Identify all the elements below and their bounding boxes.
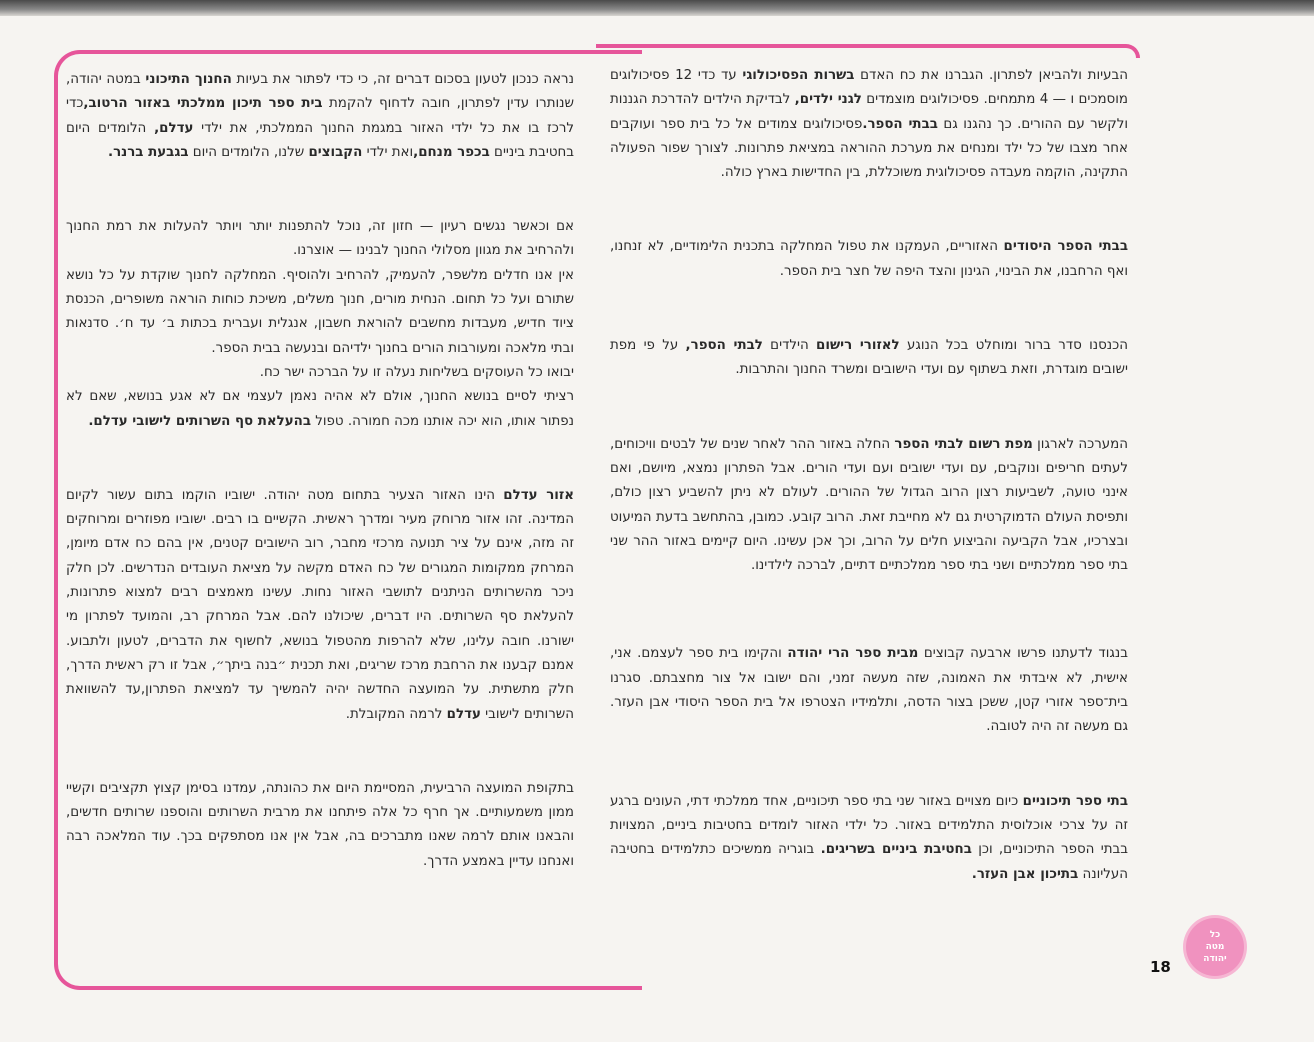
paragraph <box>610 433 1128 579</box>
right-column <box>610 64 1128 887</box>
bold-run: בתיכון אבן העזר. <box>971 866 1079 882</box>
bold-run: עדלם, <box>154 120 194 136</box>
text-run: החלה באזור ההר לאחר שנים של לבטים וויכוחים, לעתים חריפים ונוקבים, עם ועדי ישובים ועם ועדי הורים. אבל הפתרון נמצא, מיושם, ואם אינני טועה, לשביעות רצון הרוב הגדול של ההורים. לעולם לא ניתן להשביע רצון כולם, ותפיסת העולם הדמוקרטית גם לא מחייבת זאת. הרוב קובע. כמובן, בהתחשב בדעת המיעוט ובצרכיו, אבל הקביעה והביצוע חלים על הרוב, וכך אכן עשינו. היום קיימים באזור ההר שני בתי ספר ממלכתיים ושני בתי ספר ממלכתיים דתיים, לברכה לילדינו. <box>610 436 1128 574</box>
council-logo <box>1186 918 1244 976</box>
bold-run: בבתי הספר היסודים <box>1003 239 1128 255</box>
text-run: פסיכולוגים צמודים אל כל בית ספר ועוקבים אחר מצבו של כל ילד ומנחים את מערכת ההוראה במציאת פתרונות. לצורך שפור הפעולה התקינה, הוקמה מעבדה פסיכולוגית משוכללת, בין החדישות בארץ כולה. <box>610 116 1128 181</box>
left-column <box>66 68 574 874</box>
paragraph <box>610 790 1128 887</box>
pink-frame-top-right <box>596 44 1140 58</box>
bold-run: בית ספר תיכון ממלכתי באזור הרטוב, <box>83 96 323 112</box>
text-run: לבדיקת הילדים להדרכת הגננות ולקשר עם ההורים. כך נהגנו גם <box>610 92 1128 132</box>
text-run: אם וכאשר נגשים רעיון — חזון זה, נוכל להתפנות יותר ויותר להעלות את רמת החנוך ולהרחיב את מגוון מסלולי החנוך לבנינו — אוצרנו. <box>66 219 574 259</box>
text-run: על פי מפת ישובים מוגדרת, וזאת בשתוף עם ועדי הישובים ומשרד החנוך והתרבות. <box>610 338 1128 378</box>
bold-run: החנוך התיכוני <box>145 72 232 87</box>
paragraph <box>66 264 574 361</box>
text-run: והקימו בית ספר לעצמם. אני, אישית, לא איבדתי את האמונה, שזה מעשה זמני, והם ישובו אל צור מחצבתם. סגרנו בית־ספר אזורי קטן, ששכן בצור הדסה, ותלמידיו הצטרפו אל בית הספר היסודי אבן העזר. גם מעשה זה היה לטובה. <box>610 646 1128 735</box>
text-run: רציתי לסיים בנושא החנוך, אולם לא אהיה נאמן לעצמי אם לא אגע בנושא, שאם לא נפתור אותו, הוא יכה אותנו מכה חמורה. טפול <box>66 389 574 429</box>
text-run: נראה כנכון לטעון בסכום דברים זה, כי כדי לפתור את בעיות <box>231 72 574 87</box>
text-run: האזוריים, העמקנו את טפול המחלקה בתכנית הלימודיים, לא זנחנו, ואף הרחבנו, את הבינוי, הגינון והצד היפה של חצר בית הספר. <box>610 239 1128 279</box>
text-run: יבואו כל העוסקים בשליחות נעלה זו על הברכה ישר כח. <box>259 364 574 380</box>
paragraph <box>66 777 574 874</box>
text-run: במטה יהודה, שנותרו עדין לפתרון, חובה לדחוף להקמת <box>66 72 575 112</box>
bold-run: בחטיבת ביניים בשריגים. <box>820 842 972 858</box>
text-run: הינו האזור הצעיר בתחום מטה יהודה. ישוביו הוקמו בתום עשור לקיום המדינה. זהו אזור מרוחק מעיר ומדרך ראשית. הקשיים בו רבים. ישוביו מפוזרים ומרוחקים זה מזה, אינם על ציר תנועה מרכזי מחבר, רוב הישובים קטנים, אין בהם כח אדם מיומן, המרחק ממקומות המגורים של כח האדם מקשה על מציאת העובדים הנדרשים. לכן חלק ניכר מהשרותים הניתנים לתושבי האזור נחות. עשינו מאמצים רבים למצוא פתרונות, להעלאת סף השרותים. היו דברים, שיכולנו להם. אבל המרחק רב, והמועד לפתרון מי ישורנו. חובה עלינו, שלא להרפות מהטפול בנושא, לחשוף את הדברים, לטעון ולתבוע. אמנם קבענו את הרחבת מרכז שריגים, ואת תכנית ״בנה ביתך״, אבל זו רק ראשית הדרך, חלק מתשתית. על המועצה החדשה יהיה להמשיך עד למציאת הפתרון,עד להשוואת השרותים לישובי <box>66 487 574 722</box>
paragraph <box>66 361 574 385</box>
bold-run: לאזורי רישום <box>816 338 900 354</box>
paragraph <box>610 64 1128 185</box>
text-run: בוגריה ממשיכים כתלמידים בחטיבה העליונה <box>610 842 1128 882</box>
paragraph <box>66 215 574 264</box>
logo-line: יהודה <box>1203 954 1227 964</box>
page-number: 18 <box>1150 958 1171 976</box>
bold-run: הקבוצים <box>308 144 363 160</box>
bold-run: בהעלאת סף השרותים לישובי עדלם. <box>88 413 312 429</box>
text-run: הכנסנו סדר ברור ומוחלט בכל הנוגע <box>899 338 1128 354</box>
text-run: לרמה המקובלת. <box>345 706 447 722</box>
bold-run: בשרות הפסיכולוגי <box>742 68 855 83</box>
bold-run: בבתי הספר. <box>862 116 938 132</box>
text-run: הלומדים היום בחטיבת ביניים <box>66 120 574 160</box>
text-run: הילדים <box>762 338 817 354</box>
bold-run: לגני ילדים, <box>794 92 862 108</box>
paragraph <box>610 642 1128 739</box>
text-run: בתקופת המועצה הרביעית, המסיימת היום את כהונתה, עמדנו בסימן קצוץ תקציבים וקשיי ממון משמעותיים. אך חרף כל אלה פיתחנו את מרבית השרותים והוספנו שרותים חדשים, והבאנו אותם לרמה שאנו מתברכים בה, אבל אין אנו מסתפקים בכך. עוד המלאכה רבה ואנחנו עדיין באמצע הדרך. <box>66 780 574 869</box>
text-run: כיום מצויים באזור שני בתי ספר תיכוניים, אחד ממלכתי דתי, העונים ברגע זה על צרכי אוכלוסית התלמידים באזור. כל ילדי האזור לומדים בחטיבות ביניים, המצויות בבתי הספר התיכוניים, וכן <box>610 793 1128 858</box>
logo-line: מטה <box>1205 942 1225 952</box>
bold-run: מפת רשום לבתי הספר <box>894 436 1033 452</box>
bold-run: עדלם <box>446 706 481 722</box>
bold-run: לבתי הספר, <box>685 338 763 354</box>
bold-run: אזור עדלם <box>503 487 574 503</box>
text-run: הבעיות ולהביאן לפתרון. הגברנו את כח האדם <box>854 68 1128 83</box>
text-run: שלנו, הלומדים היום <box>188 144 309 160</box>
text-run: כדי לרכז בו את כל ילדי האזור במגמת החנוך הממלכתי, את ילדי <box>66 96 574 136</box>
paragraph <box>66 68 574 165</box>
text-run: עד כדי 12 פסיכולוגים מוסמכים ו — 4 מתמחים. פסיכולוגים מוצמדים <box>610 68 1128 108</box>
text-run: ואת ילדי <box>362 144 414 160</box>
bold-run: מבית ספר הרי יהודה <box>787 646 919 662</box>
paragraph <box>610 334 1128 383</box>
text-run: בנגוד לדעתנו פרשו ארבעה קבוצים <box>918 646 1128 662</box>
bold-run: בגבעת ברנר. <box>108 144 189 160</box>
paragraph <box>610 235 1128 284</box>
paragraph <box>66 484 574 727</box>
text-run: המערכה לארגון <box>1032 436 1129 452</box>
logo-line: כל <box>1209 930 1221 940</box>
bold-run: בכפר מנחם, <box>413 144 490 160</box>
text-run: אין אנו חדלים מלשפר, להעמיק, להרחיב ולהוסיף. המחלקה לחנוך שוקדת על כל נושא שתורם ועל כל תחום. הנחית מורים, חנוך משלים, משיכת כוחות הוראה משופרים, הכנסת ציוד חדיש, מעבדות מחשבים להוראת חשבון, אנגלית ועברית בכתות ב׳ עד ח׳. סדנאות ובתי מלאכה ומעורבות הורים בחנוך ילדיהם ובנעשה בבית הספר. <box>66 267 574 356</box>
bold-run: בתי ספר תיכוניים <box>1022 793 1128 809</box>
scan-top-edge <box>0 0 1314 16</box>
paragraph <box>66 385 574 434</box>
